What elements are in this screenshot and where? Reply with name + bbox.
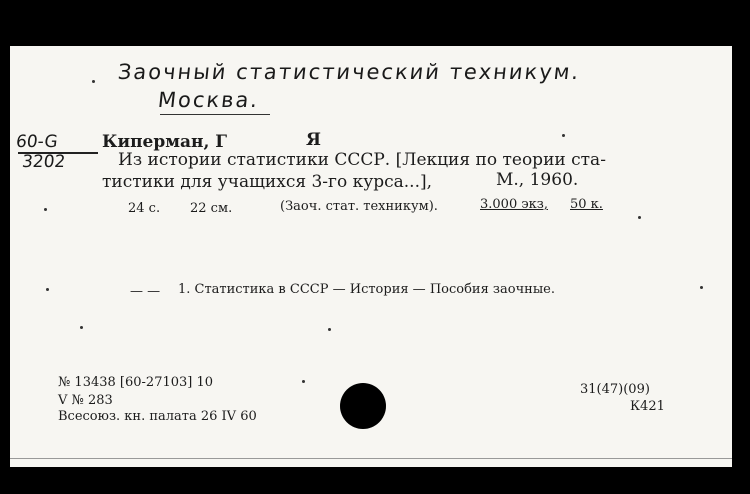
- speck: [638, 216, 641, 219]
- subject-dashes: — —: [130, 284, 161, 299]
- speck: [562, 134, 565, 137]
- classification-number: 31(47)(09): [580, 382, 650, 397]
- speck: [80, 326, 83, 329]
- volume-number: V № 283: [58, 393, 113, 408]
- speck: [302, 380, 305, 383]
- speck: [328, 328, 331, 331]
- size: 22 см.: [190, 201, 233, 216]
- punch-hole: [340, 383, 386, 429]
- shelf-mark-bottom: 3202: [20, 152, 67, 172]
- pages: 24 с.: [128, 201, 161, 216]
- chamber-stamp: Всесоюз. кн. палата 26 IV 60: [58, 409, 257, 424]
- speck: [700, 286, 703, 289]
- bottom-edge-line: [10, 458, 732, 459]
- author-name: Киперман, Г: [102, 132, 228, 152]
- speck: [46, 288, 49, 291]
- catalog-card: [10, 46, 732, 467]
- title-line-1: Из истории статистики СССР. [Лекция по теории ста-: [118, 150, 606, 170]
- subject-heading: 1. Статистика в СССР — История — Пособия заочные.: [178, 282, 556, 297]
- imprint: М., 1960.: [496, 170, 579, 190]
- speck: [92, 80, 95, 83]
- copies: 3.000 экз,: [480, 197, 548, 212]
- card-number: № 13438 [60-27103] 10: [58, 375, 214, 390]
- handwritten-institution: Заочный статистический техникум.: [116, 60, 582, 84]
- series: (Заоч. стат. техникум).: [280, 199, 438, 214]
- author-mark: К421: [630, 399, 665, 414]
- author-initial: Я: [306, 130, 321, 150]
- speck: [44, 208, 47, 211]
- price: 50 к.: [570, 197, 603, 212]
- handwritten-city: Москва.: [156, 88, 261, 112]
- title-line-2: тистики для учащихся 3-го курса...],: [102, 172, 433, 192]
- city-underline: [160, 114, 270, 115]
- shelf-mark-top: 60-G: [14, 132, 59, 152]
